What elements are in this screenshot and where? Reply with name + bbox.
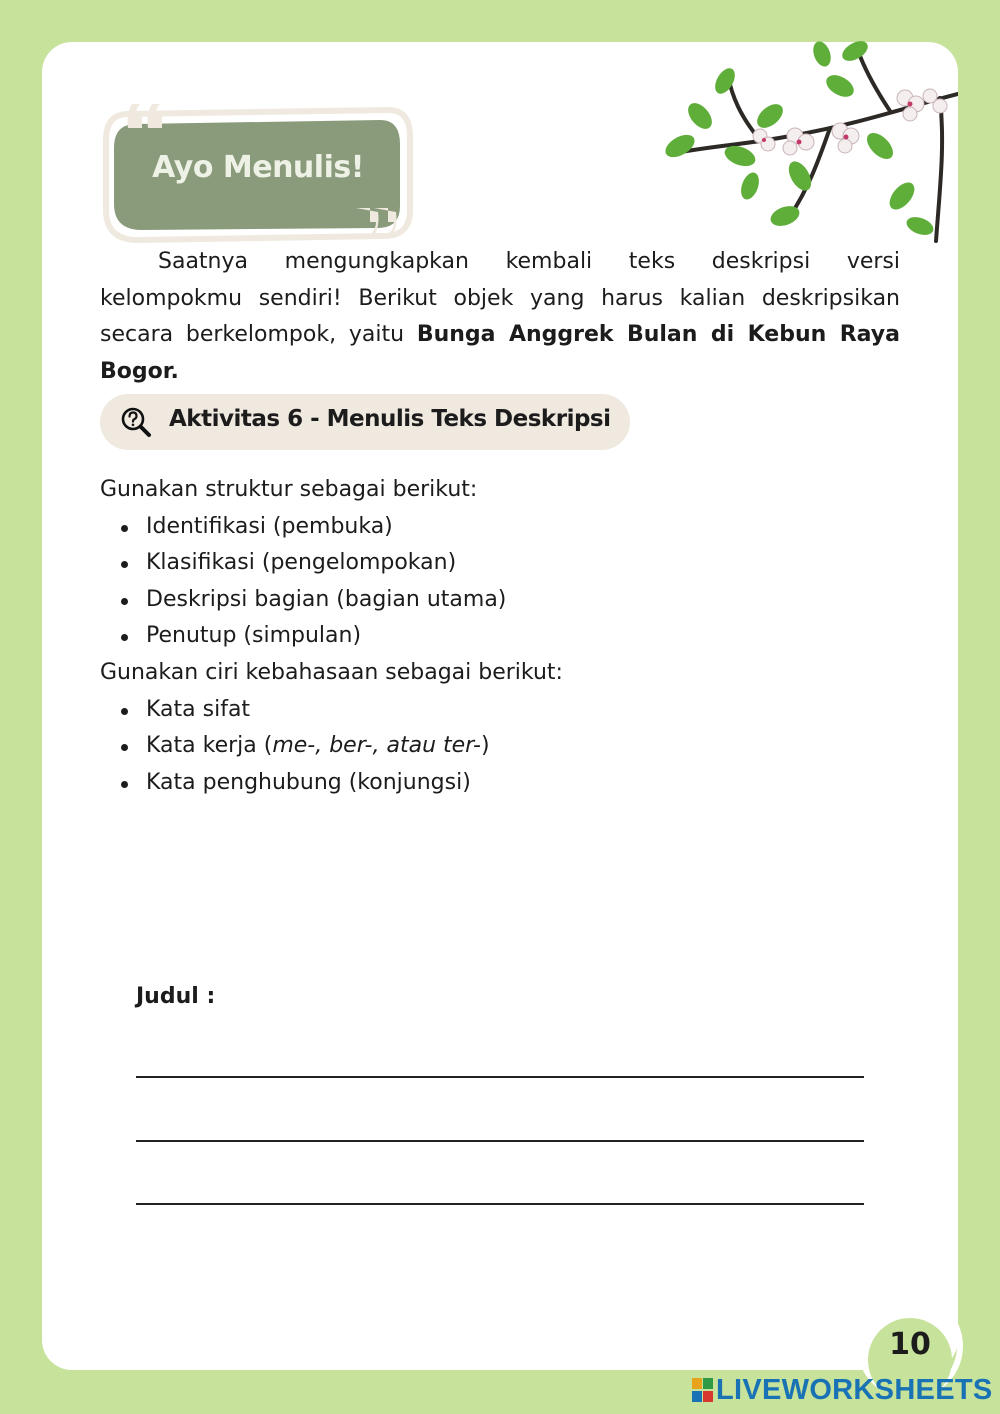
answer-line[interactable] [136,1140,864,1142]
activity-banner [100,394,630,450]
instructions [100,472,900,801]
liveworksheets-logo-text: LIVEWORKSHEETS [716,1373,993,1406]
judul-label: Judul : [136,984,216,1009]
list-item-text: Kata kerja ( [146,733,273,759]
list-item: Klasifikasi (pengelompokan) [100,545,900,582]
list-item: Identifikasi (pembuka) [100,509,900,546]
list-item-text: ) [480,733,490,759]
list-item [100,728,900,765]
features-heading: Gunakan ciri kebahasaan sebagai berikut: [100,659,563,685]
list-item: Penutup (simpulan) [100,618,900,655]
page-number: 10 [868,1318,952,1402]
list-item: Deskripsi bagian (bagian utama) [100,582,900,619]
search-question-icon [120,406,152,438]
list-item: Kata penghubung (konjungsi) [100,765,900,802]
answer-line[interactable] [136,1203,864,1205]
intro-bold-object: Bunga Anggrek Bulan di Kebun Raya Bogor. [100,322,900,384]
structure-heading: Gunakan struktur sebagai berikut: [100,477,478,502]
intro-text: Saatnya mengungkapkan kembali teks deskripsi versi kelompokmu sendiri! Berikut objek yang harus kalian deskripsikan secara berkelompok, yaitu [100,249,900,347]
liveworksheets-logo [692,1372,993,1408]
activity-title: Aktivitas 6 - Menulis Teks Deskripsi [169,406,611,432]
answer-line[interactable] [136,1076,864,1078]
page-title: Ayo Menulis! [152,150,364,185]
intro-paragraph [100,244,900,390]
list-item: Kata sifat [100,692,900,729]
orchid-branch-illustration [640,36,958,246]
list-item-italic: me-, ber-, atau ter- [272,733,481,759]
liveworksheets-logo-icon [692,1376,714,1404]
